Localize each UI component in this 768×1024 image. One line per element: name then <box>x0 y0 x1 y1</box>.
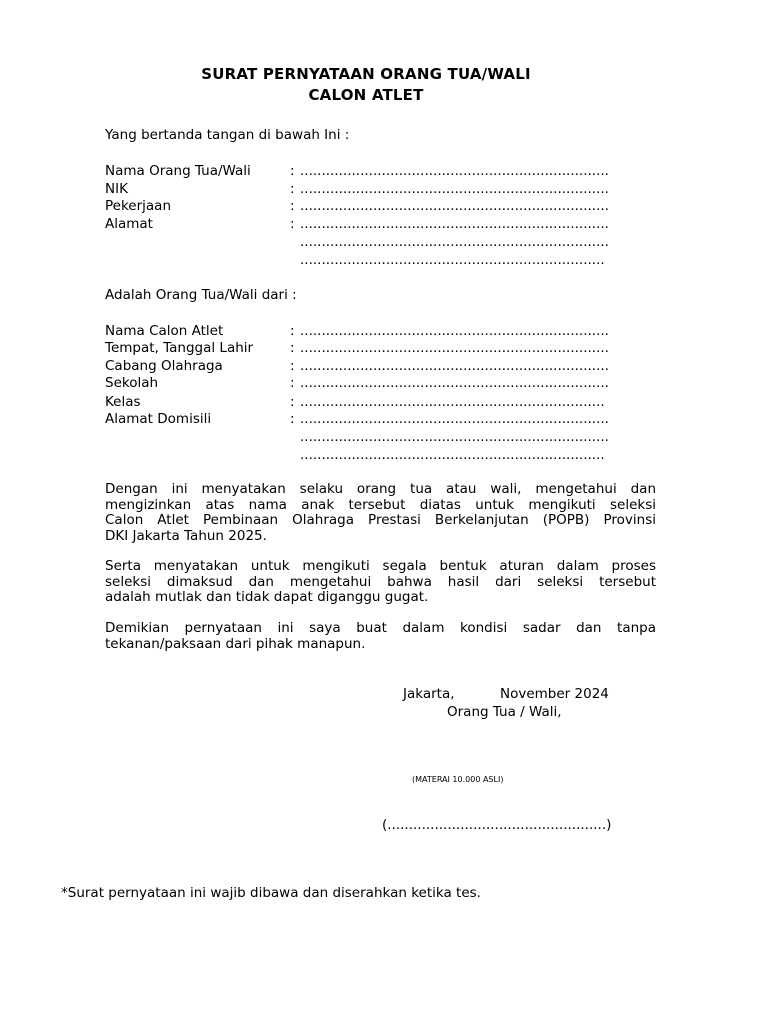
field-colon: : <box>290 358 295 374</box>
fill-in-line: ....................................................................... <box>300 394 605 410</box>
field-colon: : <box>290 340 295 356</box>
field-label-sport: Cabang Olahraga <box>105 358 223 374</box>
field-colon: : <box>290 394 295 410</box>
field-colon: : <box>290 411 295 427</box>
paragraph-line: Calon Atlet Pembinaan Olahraga Prestasi Berkelanjutan (POPB) Provinsi <box>105 512 656 528</box>
field-colon: : <box>290 323 295 339</box>
signature-role: Orang Tua / Wali, <box>447 704 562 720</box>
fill-in-line: ........................................................................ <box>300 411 609 427</box>
fill-in-line: ........................................................................ <box>300 163 609 179</box>
field-label-parent-name: Nama Orang Tua/Wali <box>105 163 251 179</box>
field-label-occupation: Pekerjaan <box>105 198 172 214</box>
paragraph-line: mengizinkan atas nama anak tersebut diatas untuk mengikuti seleksi <box>105 496 656 513</box>
paragraph-line: adalah mutlak dan tidak dapat diganggu gugat. <box>105 589 429 605</box>
fill-in-line: ........................................................................ <box>300 181 609 197</box>
document-title: SURAT PERNYATAAN ORANG TUA/WALI <box>201 65 531 83</box>
field-colon: : <box>290 198 295 214</box>
fill-in-line: ........................................................................ <box>300 375 609 391</box>
intro-text: Yang bertanda tangan di bawah Ini : <box>105 127 350 143</box>
field-label-class: Kelas <box>105 394 141 410</box>
field-colon: : <box>290 163 295 179</box>
document-subtitle: CALON ATLET <box>308 86 424 104</box>
fill-in-line: ........................................................................ <box>300 234 609 250</box>
paragraph-line: tekanan/paksaan dari pihak manapun. <box>105 635 366 652</box>
paragraph-line: Demikian pernyataan ini saya buat dalam kondisi sadar dan tanpa <box>105 620 656 636</box>
stamp-duty-note: (MATERAI 10.000 ASLI) <box>412 775 504 784</box>
fill-in-line: ........................................................................ <box>300 340 609 356</box>
paragraph-line: Serta menyatakan untuk mengikuti segala bentuk aturan dalam proses <box>105 558 656 574</box>
fill-in-line: ........................................................................ <box>300 198 609 214</box>
field-label-address: Alamat <box>105 216 153 232</box>
fill-in-line: ........................................................................ <box>300 358 609 374</box>
fill-in-line: ........................................................................ <box>300 216 609 232</box>
parent-of-text: Adalah Orang Tua/Wali dari : <box>105 287 297 303</box>
fill-in-line: ....................................................................... <box>300 447 605 463</box>
statement-paragraph-closing <box>105 621 656 652</box>
field-colon: : <box>290 216 295 232</box>
fill-in-line: ........................................................................ <box>300 429 609 445</box>
paragraph-line: seleksi dimaksud dan mengetahui bahwa hasil dari seleksi tersebut <box>105 573 656 590</box>
field-label-nik: NIK <box>105 181 128 197</box>
signature-date: November 2024 <box>500 686 609 702</box>
statement-paragraph-consent <box>105 482 656 544</box>
field-colon: : <box>290 375 295 391</box>
signature-city: Jakarta, <box>403 686 455 702</box>
field-label-athlete-name: Nama Calon Atlet <box>105 323 224 339</box>
signature-name-line: (...................................................) <box>382 817 612 833</box>
field-label-domicile: Alamat Domisili <box>105 411 212 427</box>
paragraph-line: Dengan ini menyatakan selaku orang tua atau wali, mengetahui dan <box>105 481 656 497</box>
fill-in-line: ........................................................................ <box>300 323 609 339</box>
fill-in-line: ....................................................................... <box>300 252 605 268</box>
field-colon: : <box>290 181 295 197</box>
field-label-birth: Tempat, Tanggal Lahir <box>105 340 254 356</box>
paragraph-line: DKI Jakarta Tahun 2025. <box>105 527 267 544</box>
statement-paragraph-rules <box>105 559 656 606</box>
field-label-school: Sekolah <box>105 375 159 391</box>
footnote: *Surat pernyataan ini wajib dibawa dan diserahkan ketika tes. <box>61 885 481 901</box>
